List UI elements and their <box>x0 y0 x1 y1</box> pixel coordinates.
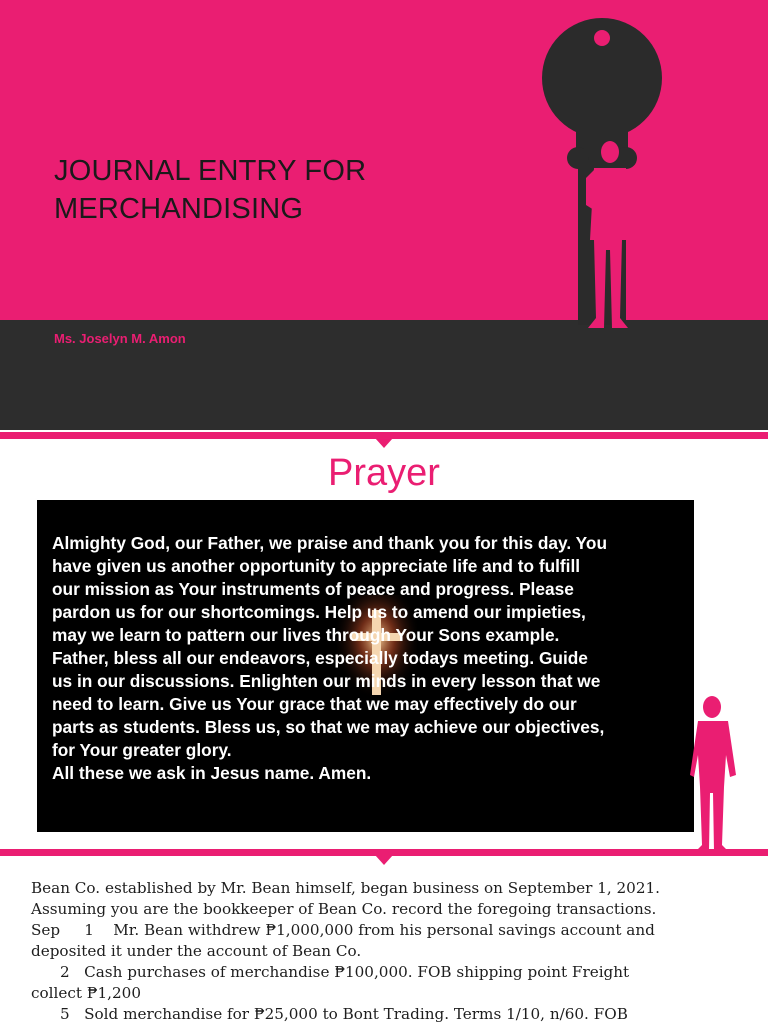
prayer-line: Father, bless all our endeavors, especially todays meeting. Guide <box>52 648 588 668</box>
transactions-slide <box>0 870 768 1024</box>
text-line: Bean Co. established by Mr. Bean himself, began business on September 1, 2021. <box>31 879 660 897</box>
prayer-line: have given us another opportunity to appreciate life and to fulfill <box>52 556 581 576</box>
prayer-line: All these we ask in Jesus name. Amen. <box>52 763 372 783</box>
divider-notch <box>375 855 393 865</box>
prayer-line: need to learn. Give us Your grace that we may effectively do our <box>52 694 577 714</box>
prayer-heading: Prayer <box>328 452 440 494</box>
prayer-line: parts as students. Bless us, so that we may achieve our objectives, <box>52 717 605 737</box>
title-slide <box>0 0 768 430</box>
author-name: Ms. Joselyn M. Amon <box>54 331 186 346</box>
prayer-box <box>37 500 694 832</box>
text-line: 2 Cash purchases of merchandise ₱100,000. FOB shipping point Freight <box>31 963 630 981</box>
text-line: collect ₱1,200 <box>31 984 141 1002</box>
text-line: deposited it under the account of Bean Co. <box>31 942 362 960</box>
divider-notch <box>375 438 393 448</box>
page-title <box>54 152 474 228</box>
prayer-line: for Your greater glory. <box>52 740 232 760</box>
text-line: Sep 1 Mr. Bean withdrew ₱1,000,000 from his personal savings account and <box>31 921 655 939</box>
prayer-line: may we learn to pattern our lives through Your Sons example. <box>52 625 560 645</box>
prayer-text <box>52 532 682 785</box>
prayer-line: us in our discussions. Enlighten our minds in every lesson that we <box>52 671 601 691</box>
transactions-text <box>31 878 751 1024</box>
text-line: 5 Sold merchandise for ₱25,000 to Bont Trading. Terms 1/10, n/60. FOB <box>31 1005 628 1023</box>
title-line-2: MERCHANDISING <box>54 193 304 225</box>
prayer-line: pardon us for our shortcomings. Help us to amend our impieties, <box>52 602 586 622</box>
text-line: Assuming you are the bookkeeper of Bean Co. record the foregoing transactions. <box>31 900 657 918</box>
prayer-line: Almighty God, our Father, we praise and thank you for this day. You <box>52 533 607 553</box>
title-line-1: JOURNAL ENTRY FOR <box>54 155 367 187</box>
man-silhouette-icon <box>690 695 740 855</box>
prayer-line: our mission as Your instruments of peace and progress. Please <box>52 579 574 599</box>
key-and-man-silhouette-icon <box>520 0 690 335</box>
